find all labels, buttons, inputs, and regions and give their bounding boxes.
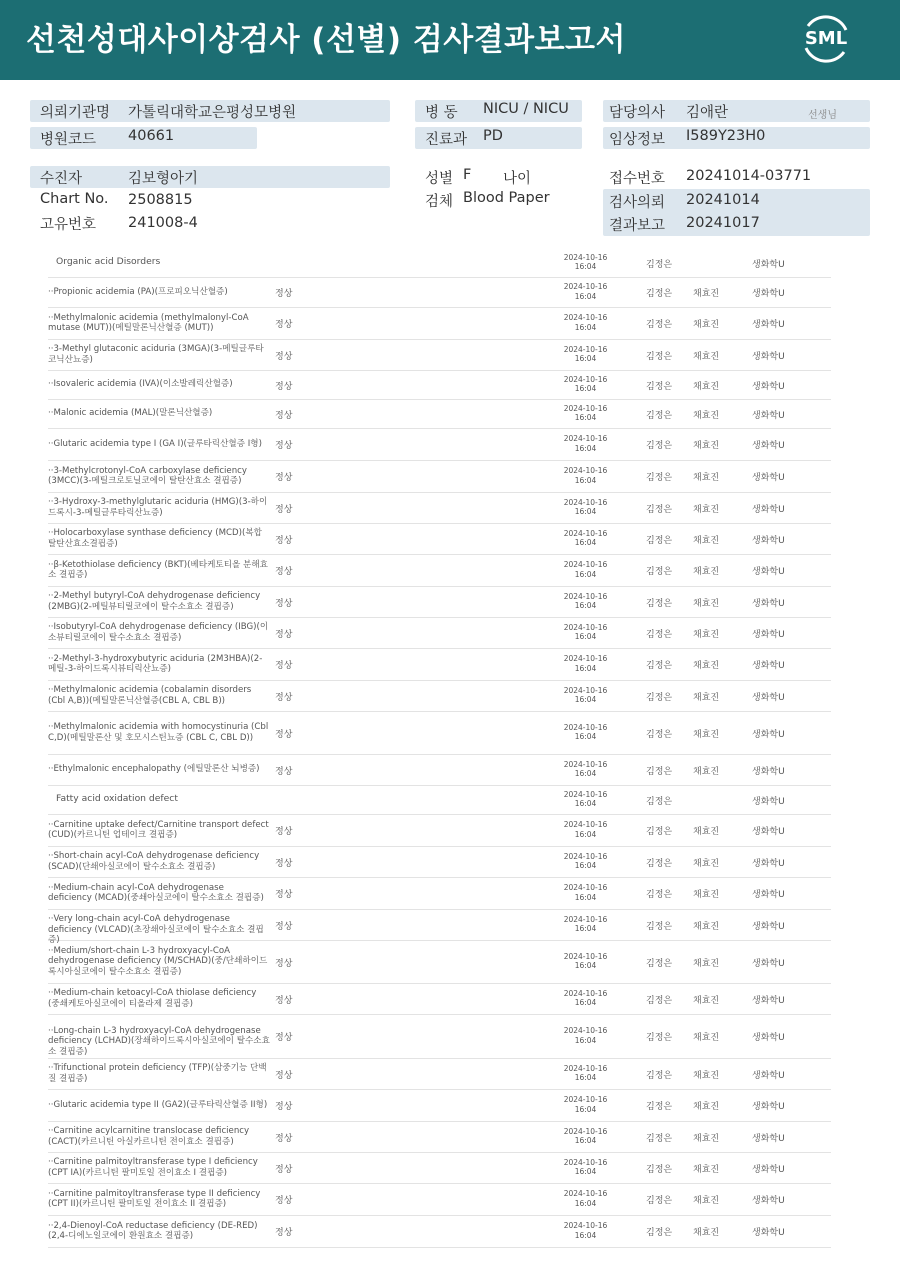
ward-label: 병 동 (425, 105, 458, 121)
row-department: 생화학U (752, 535, 785, 546)
row-result: 정상 (275, 1033, 293, 1043)
row-verifier: 채효진 (693, 921, 720, 932)
row-tester: 김정은 (646, 629, 673, 640)
row-result: 정상 (275, 827, 293, 837)
row-test-name: ··Medium/short-chain L-3 hydroxyacyl-CoA dehydrogenase deficiency (M/SCHAD)(중/단쇄하이드록시아실코에이 탈수소효소 결핍증) (48, 945, 268, 977)
table-row (48, 307, 831, 340)
row-department: 생화학U (752, 259, 785, 270)
specimen-value: Blood Paper (463, 190, 550, 206)
row-result: 정상 (275, 729, 293, 740)
chart-label: Chart No. (40, 191, 109, 207)
row-verifier: 채효진 (693, 320, 720, 330)
receipt-label: 접수번호 (609, 171, 666, 187)
report-label: 결과보고 (609, 218, 666, 234)
row-test-name: ··Carnitine acylcarnitine translocase deficiency (CACT)(카르니틴 아실카르니틴 전이효소 결핍증) (48, 1126, 250, 1147)
row-test-name: ··Glutaric acidemia type I (GA I)(글루타릭산혈증 I형) (48, 438, 262, 449)
row-datetime: 2024-10-16 16:04 (563, 789, 608, 808)
row-tester: 김정은 (646, 1228, 673, 1238)
row-verifier: 채효진 (693, 1164, 720, 1175)
row-tester: 김정은 (646, 921, 673, 932)
table-row (48, 1215, 831, 1248)
row-verifier: 채효진 (693, 692, 720, 703)
row-result: 정상 (275, 958, 293, 969)
row-result: 정상 (275, 381, 293, 392)
institution-value: 가톨릭대학교은평성모병원 (128, 105, 297, 121)
row-datetime: 2024-10-16 16:04 (563, 374, 608, 393)
row-result: 정상 (275, 535, 293, 546)
row-datetime: 2024-10-16 16:04 (563, 497, 608, 516)
row-tester: 김정은 (646, 1164, 673, 1175)
row-verifier: 채효진 (693, 351, 720, 362)
row-result: 정상 (275, 441, 293, 451)
patient-label: 수진자 (40, 171, 83, 187)
table-row (48, 339, 831, 371)
row-result: 정상 (275, 766, 293, 777)
receipt-value: 20241014-03771 (686, 168, 812, 184)
row-result: 정상 (275, 1228, 293, 1238)
row-tester: 김정은 (646, 729, 673, 740)
doctor-suffix: 선생님 (808, 110, 837, 121)
row-result: 정상 (275, 289, 293, 299)
table-row (48, 680, 831, 712)
institution-label: 의뢰기관명 (40, 105, 111, 121)
row-department: 생화학U (752, 1133, 785, 1144)
row-result: 정상 (275, 890, 293, 900)
table-row (48, 940, 831, 984)
row-test-name: ··3-Hydroxy-3-methylglutaric aciduria (HMG)(3-하이드록시-3-메틸글루타릭산뇨증) (48, 497, 268, 518)
row-verifier: 채효진 (693, 381, 720, 392)
row-department: 생화학U (752, 629, 785, 640)
table-row (48, 877, 831, 910)
row-datetime: 2024-10-16 16:04 (563, 851, 608, 870)
row-tester: 김정은 (646, 858, 673, 869)
row-tester: 김정은 (646, 958, 673, 969)
doctor-label: 담당의사 (609, 105, 666, 121)
row-tester: 김정은 (646, 692, 673, 703)
report-header (0, 0, 900, 80)
table-row (48, 814, 831, 847)
row-verifier: 채효진 (693, 729, 720, 740)
ward-value: NICU / NICU (483, 101, 569, 117)
row-result: 정상 (275, 629, 293, 640)
row-verifier: 채효진 (693, 1196, 720, 1206)
table-row (48, 523, 831, 555)
table-row (48, 1183, 831, 1216)
row-test-name: ··Propionic acidemia (PA)(프로피오닉산혈증) (48, 286, 228, 297)
dept-value: PD (483, 128, 503, 144)
row-verifier: 채효진 (693, 661, 720, 671)
row-test-name: ··Isobutyryl-CoA dehydrogenase deficiency (IBG)(이소뷰티릴코에이 탈수소효소 결핍증) (48, 622, 269, 643)
row-result: 정상 (275, 921, 293, 932)
row-verifier: 채효진 (693, 1102, 720, 1112)
row-test-name: ··Long-chain L-3 hydroxyacyl-CoA dehydrogenase deficiency (LCHAD)(장쇄하이드록시아실코에이 탈수소효소 결핍증) (48, 1025, 270, 1057)
row-test-name: ··2-Methyl butyryl-CoA dehydrogenase deficiency (2MBG)(2-메틸뷰티릴코에이 탈수소효소 결핍증) (48, 591, 261, 612)
row-verifier: 채효진 (693, 504, 720, 515)
row-tester: 김정은 (646, 535, 673, 546)
row-result: 정상 (275, 1102, 293, 1112)
row-datetime: 2024-10-16 16:04 (563, 466, 608, 485)
row-department: 생화학U (752, 1228, 785, 1238)
table-row (48, 554, 831, 587)
sml-logo (800, 12, 852, 66)
row-result: 정상 (275, 1196, 293, 1206)
dept-label: 진료과 (425, 132, 468, 148)
row-department: 생화학U (752, 890, 785, 900)
section-row (48, 248, 831, 278)
table-row (48, 617, 831, 649)
row-department: 생화학U (752, 1070, 785, 1081)
row-tester: 김정은 (646, 598, 673, 609)
row-tester: 김정은 (646, 1133, 673, 1144)
table-row (48, 846, 831, 878)
row-datetime: 2024-10-16 16:04 (563, 282, 608, 301)
row-department: 생화학U (752, 858, 785, 869)
row-verifier: 채효진 (693, 535, 720, 546)
patient-bar (30, 166, 390, 188)
row-datetime: 2024-10-16 16:04 (563, 914, 608, 933)
row-test-name: ··Carnitine uptake defect/Carnitine transport defect (CUD)(카르니틴 업테이크 결핍증) (48, 819, 269, 840)
row-department: 생화학U (752, 381, 785, 392)
clinical-label: 임상정보 (609, 132, 666, 148)
table-row (48, 1121, 831, 1153)
report-title: 선천성대사이상검사 (선별) 검사결과보고서 (26, 22, 626, 58)
report-value: 20241017 (686, 215, 760, 231)
row-department: 생화학U (752, 289, 785, 299)
row-test-name: ··3-Methyl glutaconic aciduria (3MGA)(3-메틸글루타코닉산뇨증) (48, 344, 264, 365)
row-datetime: 2024-10-16 16:04 (563, 344, 608, 363)
row-tester: 김정은 (646, 1102, 673, 1112)
row-datetime: 2024-10-16 16:04 (563, 883, 608, 902)
row-datetime: 2024-10-16 16:04 (563, 988, 608, 1007)
row-datetime: 2024-10-16 16:04 (563, 951, 608, 970)
row-department: 생화학U (752, 661, 785, 671)
row-department: 생화학U (752, 729, 785, 740)
row-test-name: ··Holocarboxylase synthase deficiency (MCD)(복합 탈탄산효소결핍증) (48, 528, 262, 549)
specimen-label: 검체 (425, 194, 454, 210)
row-tester: 김정은 (646, 567, 673, 577)
row-datetime: 2024-10-16 16:04 (563, 434, 608, 453)
row-tester: 김정은 (646, 289, 673, 299)
row-tester: 김정은 (646, 259, 673, 270)
row-result: 정상 (275, 1070, 293, 1081)
row-verifier: 채효진 (693, 473, 720, 483)
row-datetime: 2024-10-16 16:04 (563, 591, 608, 610)
patient-value: 김보형아기 (128, 171, 199, 187)
row-result: 정상 (275, 1133, 293, 1144)
row-department: 생화학U (752, 796, 785, 807)
row-verifier: 채효진 (693, 890, 720, 900)
row-datetime: 2024-10-16 16:04 (563, 313, 608, 332)
row-tester: 김정은 (646, 766, 673, 777)
sex-label: 성별 (425, 171, 454, 187)
row-department: 생화학U (752, 921, 785, 932)
row-datetime: 2024-10-16 16:04 (563, 1126, 608, 1145)
row-test-name: Organic acid Disorders (56, 256, 161, 268)
row-tester: 김정은 (646, 1070, 673, 1081)
row-datetime: 2024-10-16 16:04 (563, 1189, 608, 1208)
table-row (48, 983, 831, 1015)
row-datetime: 2024-10-16 16:04 (563, 1157, 608, 1176)
row-datetime: 2024-10-16 16:04 (563, 759, 608, 778)
row-tester: 김정은 (646, 381, 673, 392)
row-test-name: ··Glutaric acidemia type II (GA2)(글루타릭산혈증 II형) (48, 1099, 268, 1110)
age-label: 나이 (503, 171, 532, 187)
table-row (48, 1089, 831, 1122)
row-verifier: 채효진 (693, 629, 720, 640)
unique-label: 고유번호 (40, 217, 97, 233)
row-datetime: 2024-10-16 16:04 (563, 685, 608, 704)
row-department: 생화학U (752, 351, 785, 362)
row-result: 정상 (275, 598, 293, 609)
row-test-name: ··Methylmalonic acidemia with homocystinuria (Cbl C,D)(메틸말론산 및 호모시스틴뇨증 (CBL C, CBL D)) (48, 722, 269, 743)
table-row (48, 586, 831, 618)
row-verifier: 채효진 (693, 1033, 720, 1043)
row-department: 생화학U (752, 827, 785, 837)
row-result: 정상 (275, 692, 293, 703)
table-row (48, 1152, 831, 1184)
doctor-value: 김애란 (686, 105, 729, 121)
row-tester: 김정은 (646, 661, 673, 671)
table-row (48, 711, 831, 755)
logo-text: SML (804, 28, 848, 49)
row-test-name: ··3-Methylcrotonyl-CoA carboxylase deficiency (3MCC)(3-메틸크로토닐코에이 탈탄산효소 결핍증) (48, 465, 247, 486)
row-test-name: ··Trifunctional protein deficiency (TFP)(삼중기능 단백질 결핍증) (48, 1063, 267, 1084)
table-row (48, 370, 831, 400)
row-test-name: Fatty acid oxidation defect (56, 793, 178, 805)
row-test-name: ··Very long-chain acyl-CoA dehydrogenase deficiency (VLCAD)(초장쇄아실코에이 탈수소효소 결핍증) (48, 914, 264, 945)
table-row (48, 909, 831, 945)
row-verifier: 채효진 (693, 766, 720, 777)
row-tester: 김정은 (646, 796, 673, 807)
row-test-name: ··2-Methyl-3-hydroxybutyric aciduria (2M3HBA)(2-메틸-3-하이드록시뷰티릭산뇨증) (48, 653, 263, 674)
row-result: 정상 (275, 995, 293, 1006)
row-verifier: 채효진 (693, 858, 720, 869)
code-value: 40661 (128, 128, 175, 144)
request-label: 검사의뢰 (609, 195, 666, 211)
row-test-name: ··Carnitine palmitoyltransferase type I deficiency (CPT IA)(카르니틴 팔미토일 전이효소 I 결핍증) (48, 1157, 258, 1178)
row-verifier: 채효진 (693, 598, 720, 609)
row-test-name: ··Medium-chain acyl-CoA dehydrogenase deficiency (MCAD)(중쇄아실코에이 탈수소효소 결핍증) (48, 882, 264, 903)
sex-value: F (463, 167, 472, 183)
unique-value: 241008-4 (128, 215, 198, 231)
row-department: 생화학U (752, 1164, 785, 1175)
row-datetime: 2024-10-16 16:04 (563, 252, 608, 271)
row-department: 생화학U (752, 1196, 785, 1206)
table-row (48, 648, 831, 681)
row-tester: 김정은 (646, 1196, 673, 1206)
row-result: 정상 (275, 661, 293, 671)
row-verifier: 채효진 (693, 995, 720, 1006)
row-result: 정상 (275, 567, 293, 577)
row-tester: 김정은 (646, 1033, 673, 1043)
row-datetime: 2024-10-16 16:04 (563, 622, 608, 641)
row-test-name: ··Methylmalonic acidemia (cobalamin disorders (Cbl A,B))(메틸말론닉산혈증(CBL A, CBL B)) (48, 685, 252, 706)
row-result: 정상 (275, 351, 293, 362)
row-department: 생화학U (752, 1102, 785, 1112)
row-result: 정상 (275, 858, 293, 869)
row-datetime: 2024-10-16 16:04 (563, 403, 608, 422)
row-datetime: 2024-10-16 16:04 (563, 722, 608, 741)
row-datetime: 2024-10-16 16:04 (563, 1221, 608, 1240)
table-row (48, 460, 831, 493)
row-tester: 김정은 (646, 410, 673, 421)
row-verifier: 채효진 (693, 1133, 720, 1144)
row-department: 생화학U (752, 441, 785, 451)
row-test-name: ··Carnitine palmitoyltransferase type II deficiency (CPT II)(카르니틴 팔미토일 전이효소 II 결핍증) (48, 1188, 261, 1209)
row-test-name: ··Ethylmalonic encephalopathy (에틸말론산 뇌병증) (48, 764, 260, 775)
row-tester: 김정은 (646, 995, 673, 1006)
row-test-name: ··Medium-chain ketoacyl-CoA thiolase deficiency (중쇄케토아실코에이 티올라제 결핍증) (48, 988, 257, 1009)
table-row (48, 754, 831, 786)
row-result: 정상 (275, 1164, 293, 1175)
row-tester: 김정은 (646, 351, 673, 362)
row-test-name: ··Malonic acidemia (MAL)(말론닉산혈증) (48, 408, 213, 419)
row-result: 정상 (275, 473, 293, 483)
clinical-value: I589Y23H0 (686, 128, 766, 144)
section-row (48, 785, 831, 815)
row-test-name: ··Isovaleric acidemia (IVA)(이소발레릭산혈증) (48, 379, 233, 390)
table-row (48, 492, 831, 524)
table-row (48, 1058, 831, 1090)
code-label: 병원코드 (40, 132, 97, 148)
row-verifier: 채효진 (693, 827, 720, 837)
row-datetime: 2024-10-16 16:04 (563, 820, 608, 839)
row-department: 생화학U (752, 473, 785, 483)
row-department: 생화학U (752, 766, 785, 777)
row-department: 생화학U (752, 567, 785, 577)
table-row (48, 277, 831, 308)
table-row (48, 1014, 831, 1059)
row-datetime: 2024-10-16 16:04 (563, 528, 608, 547)
row-datetime: 2024-10-16 16:04 (563, 1095, 608, 1114)
row-datetime: 2024-10-16 16:04 (563, 654, 608, 673)
row-datetime: 2024-10-16 16:04 (563, 560, 608, 579)
row-department: 생화학U (752, 320, 785, 330)
row-result: 정상 (275, 320, 293, 330)
row-tester: 김정은 (646, 890, 673, 900)
row-department: 생화학U (752, 504, 785, 515)
row-verifier: 채효진 (693, 1228, 720, 1238)
table-row (48, 399, 831, 429)
row-test-name: ··Short-chain acyl-CoA dehydrogenase deficiency (SCAD)(단쇄아실코에이 탈수소효소 결핍증) (48, 851, 260, 872)
row-verifier: 채효진 (693, 958, 720, 969)
chart-value: 2508815 (128, 192, 193, 208)
row-test-name: ··β-Ketothiolase deficiency (BKT)(베타케토티올 분해효소 결핍증) (48, 559, 268, 580)
row-tester: 김정은 (646, 827, 673, 837)
row-tester: 김정은 (646, 441, 673, 451)
row-datetime: 2024-10-16 16:04 (563, 1026, 608, 1045)
row-tester: 김정은 (646, 473, 673, 483)
row-result: 정상 (275, 410, 293, 421)
row-verifier: 채효진 (693, 441, 720, 451)
request-value: 20241014 (686, 192, 760, 208)
row-result: 정상 (275, 504, 293, 515)
row-verifier: 채효진 (693, 567, 720, 577)
row-verifier: 채효진 (693, 410, 720, 421)
row-tester: 김정은 (646, 320, 673, 330)
row-department: 생화학U (752, 1033, 785, 1043)
row-department: 생화학U (752, 410, 785, 421)
row-department: 생화학U (752, 692, 785, 703)
row-department: 생화학U (752, 598, 785, 609)
row-verifier: 채효진 (693, 289, 720, 299)
row-tester: 김정은 (646, 504, 673, 515)
row-test-name: ··2,4-Dienoyl-CoA reductase deficiency (DE-RED)(2,4-디에노일코에이 환원효소 결핍증) (48, 1220, 258, 1241)
row-department: 생화학U (752, 995, 785, 1006)
row-test-name: ··Methylmalonic acidemia (methylmalonyl-CoA mutase (MUT))(메틸말론닉산혈증 (MUT)) (48, 312, 249, 333)
table-row (48, 428, 831, 461)
row-datetime: 2024-10-16 16:04 (563, 1063, 608, 1082)
row-verifier: 채효진 (693, 1070, 720, 1081)
row-department: 생화학U (752, 958, 785, 969)
